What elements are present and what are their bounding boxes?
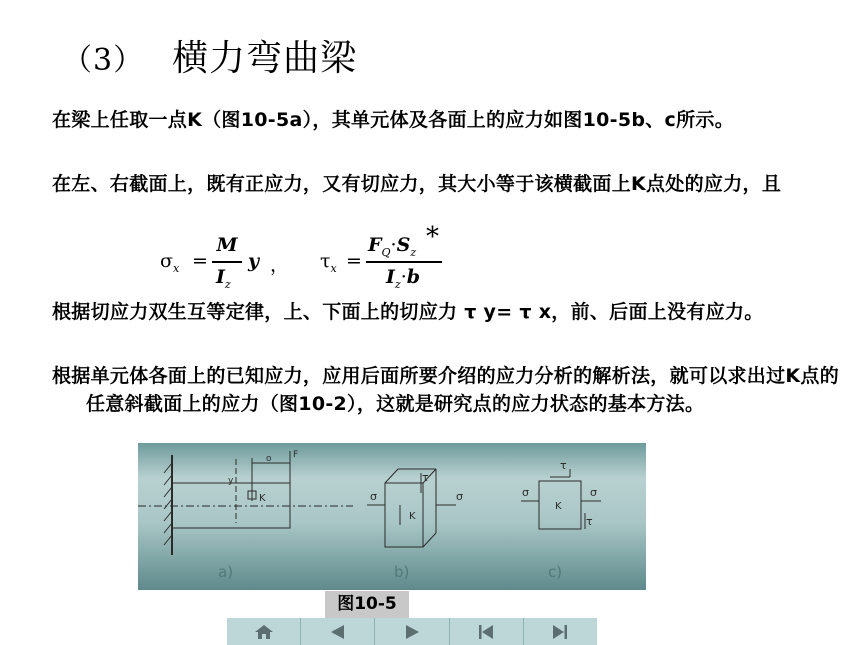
previous-button[interactable]: [301, 618, 375, 645]
label-a: a): [218, 563, 234, 581]
figure-10-5: [138, 443, 646, 590]
fraction-bar: [212, 261, 242, 263]
figure-caption: 图10-5: [325, 591, 409, 618]
element-3d: [367, 469, 456, 547]
first-button[interactable]: [450, 618, 524, 645]
label-tau-b: τ: [422, 471, 429, 484]
section-heading: [62, 30, 357, 81]
label-tau-c-top: τ: [560, 459, 567, 472]
label-o: o: [266, 454, 272, 464]
heading-title: 横力弯曲梁: [172, 38, 358, 79]
last-button[interactable]: [524, 618, 597, 645]
last-icon: [549, 623, 571, 641]
equals-sign: =: [192, 250, 208, 272]
label-tau-c-right: τ: [586, 515, 593, 528]
home-button[interactable]: [227, 618, 301, 645]
star-superscript: *: [426, 222, 439, 252]
label-sigma-b-right: σ: [456, 490, 463, 503]
numerator-fq-sz: $F_Q\cdot S_z$: [368, 234, 417, 259]
formula-comma: ，: [270, 254, 290, 276]
home-icon: [253, 623, 275, 641]
sigma-x-symbol: $\sigma_x$: [160, 250, 180, 275]
cantilever-beam: [138, 451, 353, 555]
tau-x-symbol: $\tau_x$: [320, 250, 337, 275]
label-f: F: [293, 450, 299, 460]
stress-formula: [160, 222, 580, 298]
label-sigma-c-right: σ: [590, 486, 597, 499]
label-y: y: [228, 476, 234, 486]
next-button[interactable]: [375, 618, 449, 645]
navigation-bar: [227, 618, 597, 645]
label-c: c): [548, 563, 563, 581]
label-k-a: K: [259, 493, 266, 504]
figure-diagram: [138, 443, 646, 590]
numerator-m: M: [216, 234, 238, 256]
label-k-c: K: [555, 501, 562, 512]
next-icon: [401, 623, 423, 641]
paragraph-reciprocity: 根据切应力双生互等定律，上、下面上的切应力 τ y= τ x，前、后面上没有应力。: [52, 301, 764, 323]
equals-sign-2: =: [346, 250, 362, 272]
variable-y: y: [248, 250, 260, 272]
paragraph-point-k: 在梁上任取一点K（图10-5a），其单元体及各面上的应力如图10-5b、c所示。: [52, 109, 735, 131]
label-sigma-c-left: σ: [522, 486, 529, 499]
label-k-b: K: [409, 511, 416, 522]
first-icon: [475, 623, 497, 641]
fraction-bar-2: [366, 261, 442, 263]
heading-number: （3）: [62, 43, 145, 78]
label-sigma-b-left: σ: [370, 490, 377, 503]
label-b: b): [394, 563, 410, 581]
paragraph-stresses: 在左、右截面上，既有正应力，又有切应力，其大小等于该横截面上K点处的应力，且: [52, 173, 782, 195]
denominator-iz-b: $I_z\cdot b$: [386, 266, 421, 291]
denominator-iz: $I_z$: [216, 266, 231, 291]
previous-icon: [327, 623, 349, 641]
paragraph-method: 根据单元体各面上的已知应力，应用后面所要介绍的应力分析的解析法，就可以求出过K点的任意斜截面上的应力（图10-2），这就是研究点的应力状态的基本方法。: [52, 365, 840, 415]
